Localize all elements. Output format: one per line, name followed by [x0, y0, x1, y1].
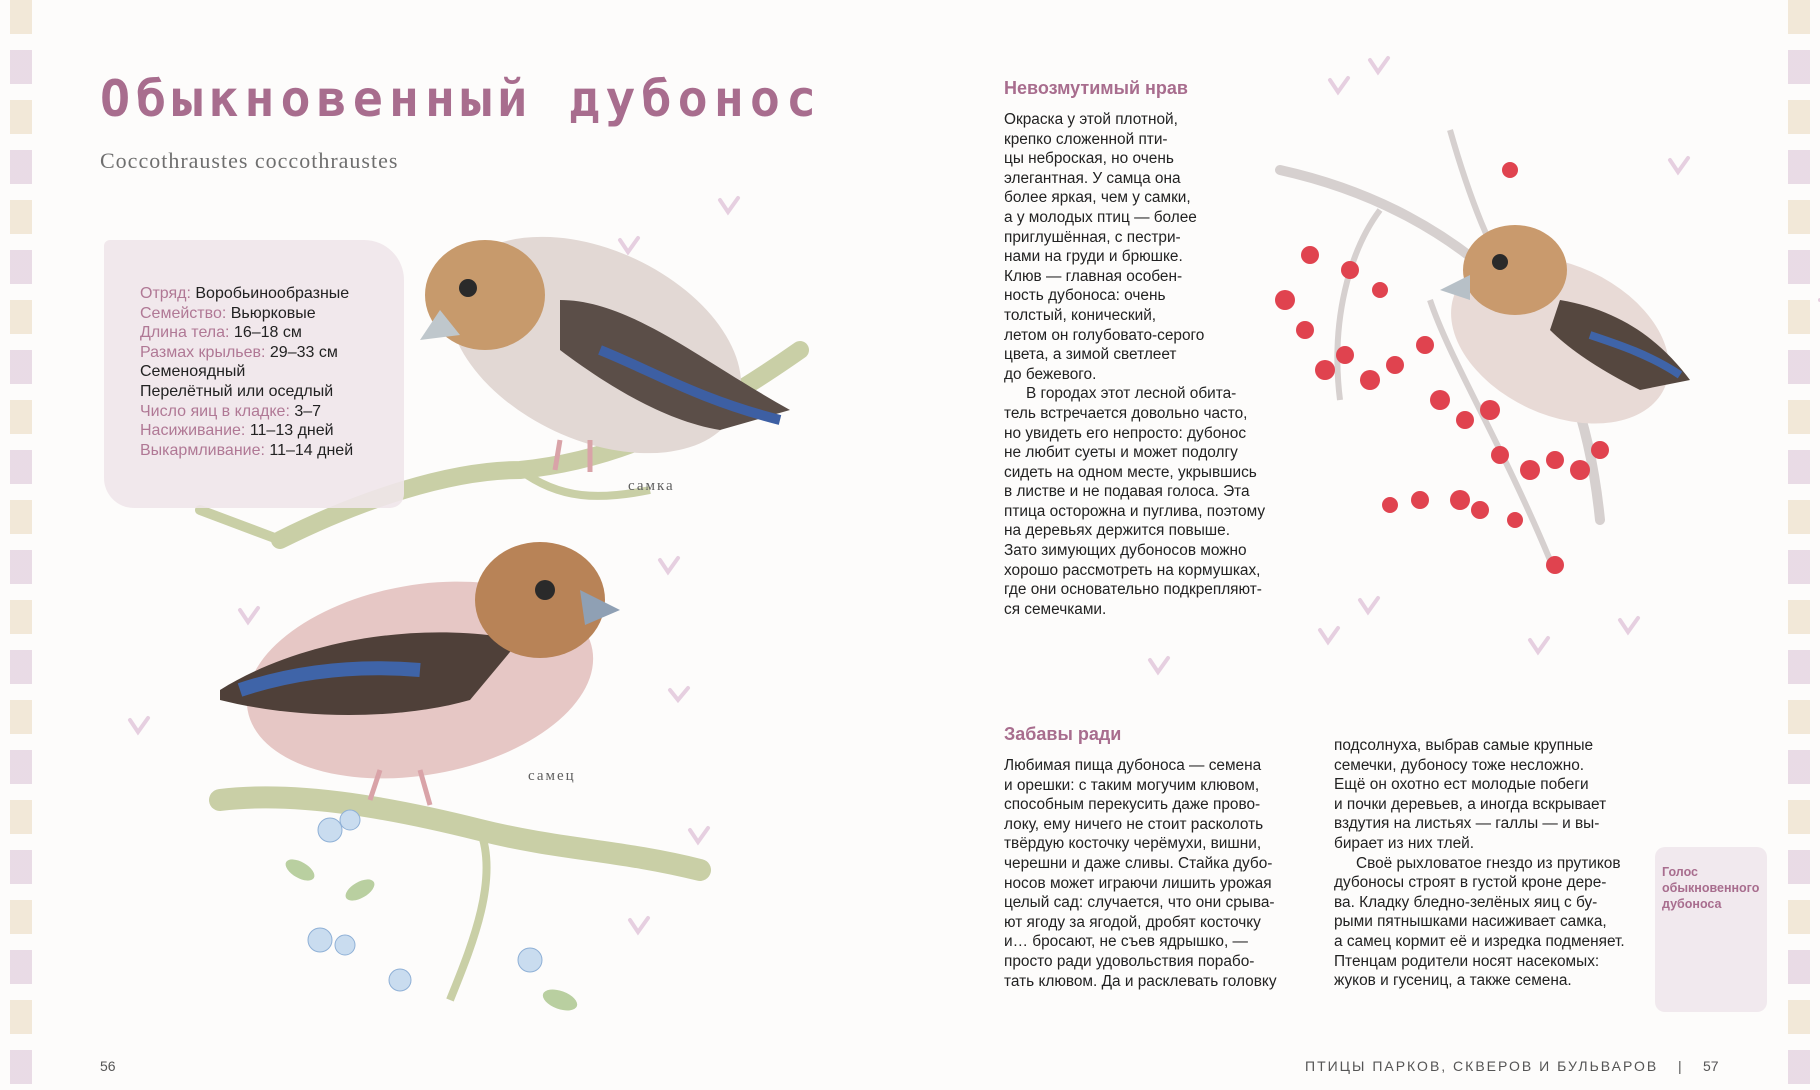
fact-family: Семейство: Вьюрковые — [140, 304, 316, 322]
male-hawfinch-illustration — [220, 542, 700, 1015]
fact-migration: Перелётный или оседлый — [140, 382, 334, 400]
running-head: ПТИЦЫ ПАРКОВ, СКВЕРОВ И БУЛЬВАРОВ — [1305, 1058, 1659, 1074]
caption-female: самка — [628, 478, 675, 494]
berry-branch-illustration — [1275, 130, 1696, 574]
fact-wingspan: Размах крыльев: 29–33 см — [140, 343, 338, 361]
fact-incubation: Насиживание: 11–13 дней — [140, 422, 334, 440]
section-heading-temperament: Невозмутимый нрав — [1004, 78, 1188, 98]
caption-male: самец — [528, 768, 576, 784]
page-number-left: 56 — [100, 1058, 116, 1074]
fact-order: Отряд: Воробьинообразные — [140, 285, 350, 302]
facts-list — [140, 284, 460, 460]
qr-code[interactable] — [1662, 929, 1720, 987]
fact-body-length: Длина тела: 16–18 см — [140, 324, 302, 342]
running-head-separator: | — [1678, 1058, 1684, 1074]
page-title: Обыкновенный дубонос — [100, 70, 823, 128]
latin-name: Coccothraustes coccothraustes — [100, 148, 399, 173]
section-text-for-fun-col2: подсолнуха, выбрав самые крупные семечки, дубоносу тоже несложно. Ещё он охотно ест молодые побеги и почки деревьев, а иногда вскрывает вздутия на листьях — галлы — и вы- бирает из них тлей. Своё рыхловатое гнездо из прутиков дубоносы строят в густой кроне дере- ва. Кладку бледно-зелёных яиц с бу- рыми пятнышками насиживает самка, а самец кормит её и изредка подменяет. Птенцам родители носят насекомых: жуков и гусениц, а также семена. — [1334, 737, 1625, 990]
fact-feeding: Выкармливание: 11–14 дней — [140, 441, 354, 459]
section-heading-for-fun: Забавы ради — [1004, 724, 1122, 744]
section-text-temperament: Окраска у этой плотной, крепко сложенной пти- цы неброская, но очень элегантная. У самца она более яркая, чем у самки, а у молодых птиц — более приглушённая, с пестри- нами на груди и брюшке. Клюв — главная особен- ность дубоноса: очень толстый, конический, летом он голубовато-серого цвета, а зимой светлеет до бежевого. В городах этот лесной обита- тель встречается довольно часто, но увидеть его непросто: дубонос не любит суеты и может подолгу сидеть на одном месте, укрывшись в листве и не подавая голоса. Эта птица осторожна и пуглива, поэтому на деревьях держится повыше. Зато зимующих дубоносов можно хорошо рассмотреть на кормушках, где они основательно подкрепляют- ся семечками. — [1004, 111, 1266, 618]
fact-clutch-size: Число яиц в кладке: 3–7 — [140, 402, 322, 420]
page-number-right: 57 — [1703, 1058, 1719, 1074]
qr-label: Голос обыкновенного дубоноса — [1662, 865, 1760, 911]
section-text-for-fun-col1: Любимая пища дубоноса — семена и орешки: с таким могучим клювом, способным перекусить даже прово- локу, ему ничего не стоит расколоть твёрдую косточку черёмухи, вишни, черешни и даже сливы. Стайка дубо- носов может играючи лишить урожая целый сад: случается, что они срыва- ют ягоду за ягодой, дробят косточку и… бросают, не съев ядрышко, — просто ради удовольствия порабо- тать клювом. Да и расклевать головку — [1004, 757, 1277, 990]
fact-diet: Семеноядный — [140, 363, 246, 381]
